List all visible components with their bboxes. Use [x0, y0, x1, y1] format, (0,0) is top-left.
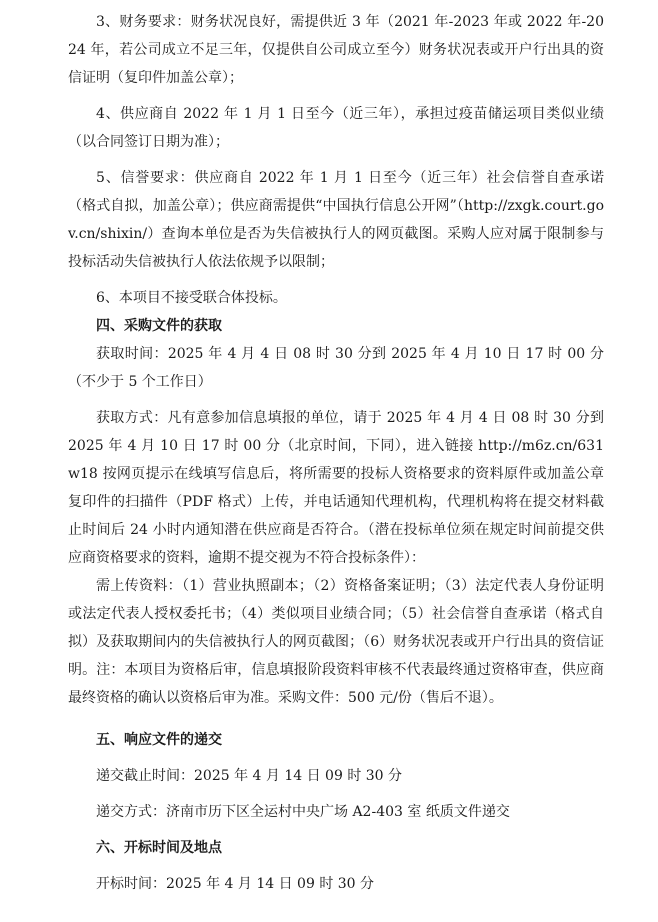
submit-method: 递交方式：济南市历下区全运村中央广场 A2-403 室 纸质文件递交: [96, 804, 510, 820]
document-page: [68, 8, 604, 898]
requirement-financial: 3、财务要求：财务状况良好，需提供近 3 年（2021 年-2023 年或 2022 年-2024 年，若公司成立不足三年，仅提供自公司成立至今）财务状况表或开户行出具的资信证明（复印件加盖公章）；: [68, 14, 604, 86]
obtain-time: 获取时间：2025 年 4 月 4 日 08 时 30 分到 2025 年 4 月 10 日 17 时 00 分（不少于 5 个工作日）: [68, 346, 604, 390]
section-heading-obtain: 四、采购文件的获取: [96, 318, 222, 334]
submit-deadline: 递交截止时间：2025 年 4 月 14 日 09 时 30 分: [96, 768, 403, 784]
section-heading-submit: 五、响应文件的递交: [96, 732, 222, 748]
obtain-method: 获取方式：凡有意参加信息填报的单位，请于 2025 年 4 月 4 日 08 时 30 分到 2025 年 4 月 10 日 17 时 00 分（北京时间，下同），进入链接 http://m6z.cn/631w18 按网页提示在线填写信息后，将所需要的投标人资格要求的资料原件或加盖公章复印件的扫描件（PDF 格式）上传，并电话通知代理机构，代理机构将在提交材料截止时间后 24 小时内通知潜在供应商是否符合。（潜在投标单位须在规定时间前提交供应商资格要求的资料，逾期不提交视为不符合投标条件）：: [68, 410, 604, 566]
upload-materials: 需上传资料：（1）营业执照副本；（2）资格备案证明；（3）法定代表人身份证明或法定代表人授权委托书；（4）类似项目业绩合同；（5）社会信誉自查承诺（格式自拟）及获取期间内的失信被执行人的网页截图；（6）财务状况表或开户行出具的资信证明。注：本项目为资格后审，信息填报阶段资料审核不代表最终通过资格审查，供应商最终资格的确认以资格后审为准。采购文件：500 元/份（售后不退）。: [68, 578, 604, 706]
requirement-performance: 4、供应商自 2022 年 1 月 1 日至今（近三年），承担过疫苗储运项目类似业绩（以合同签订日期为准）；: [68, 106, 604, 150]
section-heading-opening: 六、开标时间及地点: [96, 840, 222, 856]
requirement-credit: 5、信誉要求：供应商自 2022 年 1 月 1 日至今（近三年）社会信誉自查承诺（格式自拟，加盖公章）；供应商需提供“中国执行信息公开网”（http://zxgk.court.gov.cn/shixin/）查询本单位是否为失信被执行人的网页截图。采购人应对属于限制参与投标活动失信被执行人依法依规予以限制；: [68, 170, 604, 270]
opening-time: 开标时间：2025 年 4 月 14 日 09 时 30 分: [96, 876, 375, 892]
requirement-no-consortium: 6、本项目不接受联合体投标。: [96, 290, 287, 306]
